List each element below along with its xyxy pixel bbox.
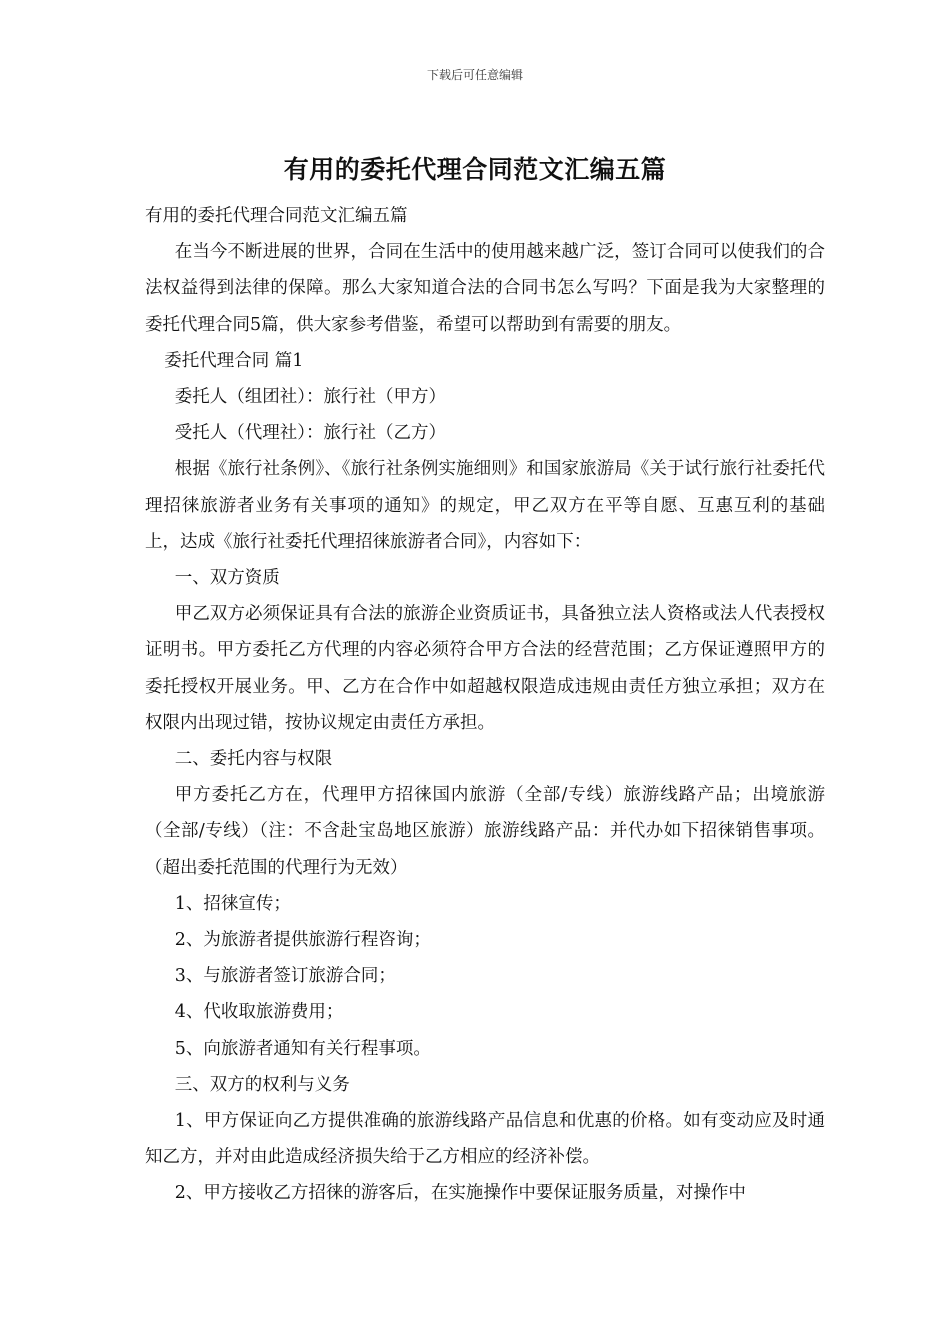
- paragraph: 2、甲方接收乙方招徕的游客后，在实施操作中要保证服务质量，对操作中: [174, 1183, 746, 1204]
- paragraph: 委托人（组团社）：旅行社（甲方）: [174, 387, 446, 408]
- document-body: [145, 198, 825, 1212]
- list-item: 5、向旅游者通知有关行程事项。: [174, 1038, 431, 1059]
- section-heading: 三、双方的权利与义务: [174, 1074, 350, 1095]
- paragraph: 甲方委托乙方在，代理甲方招徕国内旅游（全部/专线）旅游线路产品；出境旅游（全部/专线）（注：不含赴宝岛地区旅游）旅游线路产品：并代办如下招徕销售事项。（超出委托范围的代理行为无效）: [145, 785, 825, 878]
- paragraph: 甲乙双方必须保证具有合法的旅游企业资质证书，具备独立法人资格或法人代表授权证明书。甲方委托乙方代理的内容必须符合甲方合法的经营范围；乙方保证遵照甲方的委托授权开展业务。甲、乙方在合作中如超越权限造成违规由责任方独立承担；双方在权限内出现过错，按协议规定由责任方承担。: [145, 604, 825, 733]
- list-item: 1、招徕宣传；: [174, 893, 291, 914]
- list-item: 3、与旅游者签订旅游合同；: [174, 966, 396, 987]
- list-item: 4、代收取旅游费用；: [174, 1002, 344, 1023]
- header-note: 下载后可任意编辑: [426, 68, 523, 82]
- paragraph: 委托代理合同 篇1: [164, 350, 304, 371]
- document-title: 有用的委托代理合同范文汇编五篇: [283, 155, 667, 184]
- paragraph: 受托人（代理社）：旅行社（乙方）: [174, 423, 446, 444]
- list-item: 2、为旅游者提供旅游行程咨询；: [174, 930, 431, 951]
- paragraph: 1、甲方保证向乙方提供准确的旅游线路产品信息和优惠的价格。如有变动应及时通知乙方，并对由此造成经济损失给于乙方相应的经济补偿。: [145, 1111, 825, 1168]
- paragraph: 在当今不断进展的世界，合同在生活中的使用越来越广泛，签订合同可以使我们的合法权益得到法律的保障。那么大家知道合法的合同书怎么写吗？下面是我为大家整理的委托代理合同5篇，供大家参考借鉴，希望可以帮助到有需要的朋友。: [145, 242, 825, 335]
- section-heading: 二、委托内容与权限: [174, 749, 333, 770]
- paragraph: 根据《旅行社条例》、《旅行社条例实施细则》和国家旅游局《关于试行旅行社委托代理招徕旅游者业务有关事项的通知》的规定，甲乙双方在平等自愿、互惠互利的基础上，达成《旅行社委托代理招徕旅游者合同》，内容如下：: [145, 459, 825, 552]
- section-heading: 一、双方资质: [174, 568, 280, 589]
- paragraph: 有用的委托代理合同范文汇编五篇: [145, 206, 408, 226]
